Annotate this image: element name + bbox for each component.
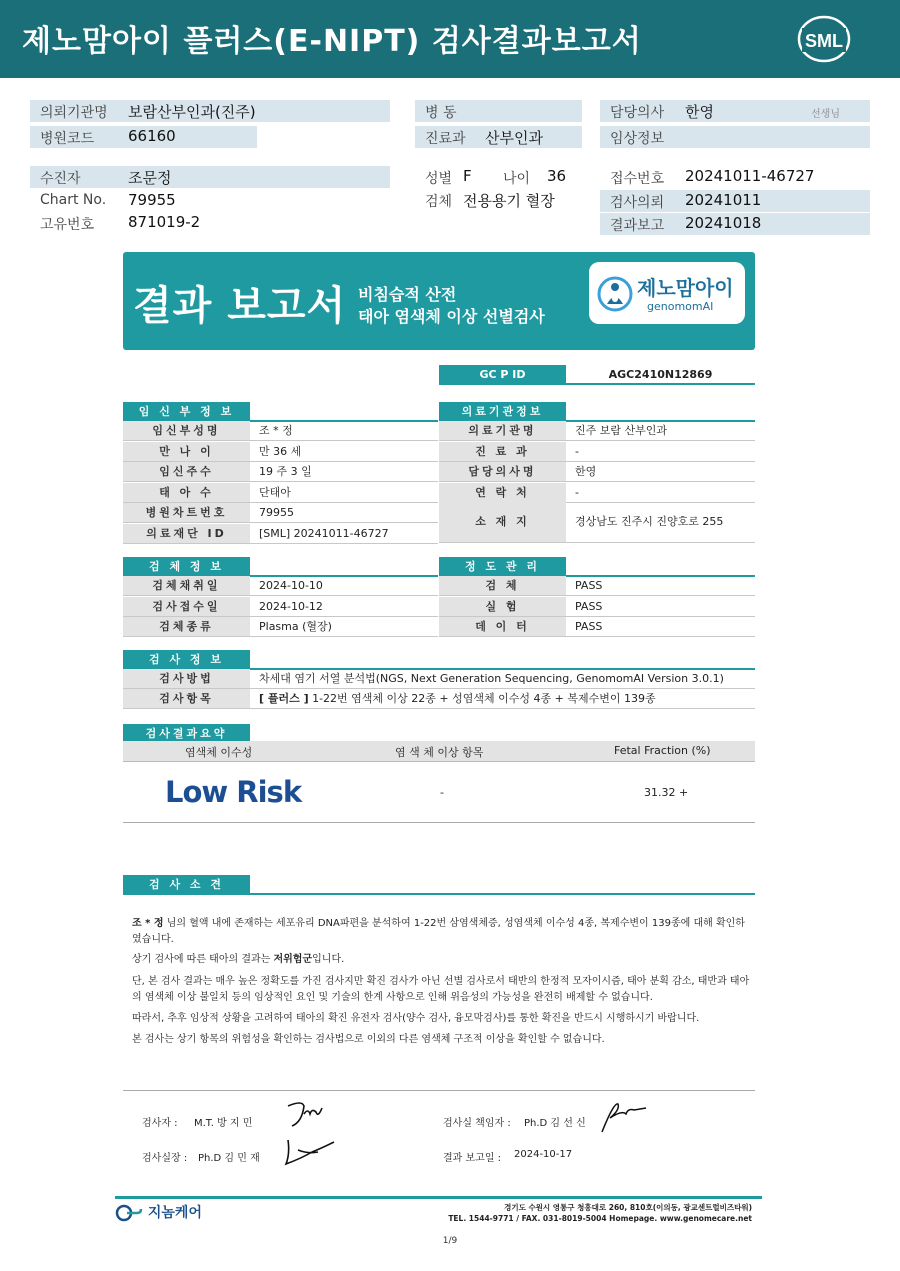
row-value: 2024-10-10 <box>259 579 323 592</box>
field-hospital-code <box>30 126 257 148</box>
field-ward <box>415 100 582 122</box>
age-value: 36 <box>547 167 567 185</box>
field-department <box>415 126 582 148</box>
findings-title: 검 사 소 견 <box>123 875 250 895</box>
sex-label: 성별 <box>425 171 453 187</box>
row-key: 태 아 수 <box>123 483 250 502</box>
banner-subtitle-2: 태아 염색체 이상 선별검사 <box>358 307 545 326</box>
recipient-label: 수진자 <box>40 171 81 187</box>
row-key: 데 이 터 <box>439 617 566 636</box>
table-row <box>123 524 438 544</box>
findings-line <box>123 893 755 895</box>
report-value: 20241018 <box>685 214 762 232</box>
gcpid-label: GC P ID <box>439 365 566 385</box>
table-row <box>123 669 755 689</box>
tester-signature <box>282 1098 328 1132</box>
items-text: 1-22번 염색체 이상 22종 + 성염색체 이수성 4종 + 복제수변이 139종 <box>308 692 656 705</box>
report-label: 결과보고 <box>610 218 665 234</box>
specimen-info-title: 검 체 정 보 <box>123 557 250 577</box>
table-row <box>439 483 755 503</box>
receipt-label: 접수번호 <box>610 171 665 187</box>
row-value: 진주 보람 산부인과 <box>575 424 668 437</box>
field-recipient <box>30 166 390 188</box>
row-key: 연 락 처 <box>439 483 566 502</box>
findings-p2-bold: 저위험군 <box>273 954 313 965</box>
table-row <box>123 597 438 617</box>
items-value <box>259 689 656 708</box>
test-info-title: 검 사 정 보 <box>123 650 250 670</box>
address-value: 경상남도 진주시 진양호로 255 <box>575 515 724 528</box>
row-key: 담당의사명 <box>439 462 566 481</box>
summary-header <box>123 741 755 762</box>
findings-p2-pre: 상기 검사에 따른 태아의 결과는 <box>132 954 274 965</box>
chart-value: 79955 <box>128 191 176 209</box>
field-institution <box>30 100 390 122</box>
fetal-fraction-value: 31.32 + <box>644 786 689 799</box>
row-value: 2024-10-12 <box>259 599 323 613</box>
receipt-value: 20241011-46727 <box>685 167 815 185</box>
field-request <box>600 190 870 212</box>
row-value: PASS <box>575 579 603 592</box>
table-row <box>439 462 755 482</box>
summary-title: 검사결과요약 <box>123 724 250 744</box>
sml-logo <box>796 14 852 64</box>
tester-name: M.T. 방 지 민 <box>194 1118 253 1129</box>
method-key: 검사방법 <box>123 669 250 688</box>
row-value: 단태아 <box>259 485 291 499</box>
row-key: 검 체 <box>439 576 566 595</box>
department-value: 산부인과 <box>485 129 543 147</box>
findings-p2-post: 입니다. <box>312 954 345 965</box>
tester-label: 검사자 : <box>142 1118 178 1129</box>
table-row <box>439 442 755 462</box>
field-receipt <box>600 166 870 188</box>
field-doctor <box>600 100 870 122</box>
sml-logo-text: SML <box>805 31 843 51</box>
row-value: Plasma (혈장) <box>259 620 332 633</box>
recipient-value: 조문정 <box>128 169 172 187</box>
genomecare-icon <box>115 1204 143 1222</box>
genomecare-logo <box>115 1202 202 1222</box>
field-clinical <box>600 126 870 148</box>
unique-value: 871019-2 <box>128 213 201 231</box>
row-key: 검체채취일 <box>123 576 250 595</box>
qc-title: 정 도 관 리 <box>439 557 566 577</box>
summary-col-items: 염 색 체 이상 항목 <box>395 746 484 759</box>
banner-subtitle-1: 비침습적 산전 <box>358 285 457 304</box>
table-row <box>439 421 755 441</box>
genomom-logo <box>589 262 745 324</box>
institution-value: 보람산부인과(진주) <box>128 103 256 121</box>
row-value: 19 주 3 일 <box>259 465 312 478</box>
row-key: 임신주수 <box>123 462 250 481</box>
table-row <box>123 617 438 637</box>
field-specimen <box>415 189 585 211</box>
doctor-label: 담당의사 <box>610 105 665 121</box>
summary-col-ff: Fetal Fraction (%) <box>614 744 711 757</box>
lab-head-label: 검사실 책임자 : <box>443 1118 511 1129</box>
request-label: 검사의뢰 <box>610 195 665 211</box>
age-label: 나이 <box>503 171 531 187</box>
findings-paragraph-5: 본 검사는 상기 항목의 위험성을 확인하는 검사법으로 이외의 다른 염색체 구조적 이상을 확인할 수 없습니다. <box>132 1034 605 1045</box>
report-date-label: 결과 보고일 : <box>443 1153 502 1164</box>
row-key: 실 험 <box>439 597 566 616</box>
hospital-code-value: 66160 <box>128 127 176 145</box>
items-plus: [ 플러스 ] <box>259 692 309 705</box>
sex-value: F <box>463 167 472 185</box>
field-sex-age <box>415 166 585 188</box>
row-key: 병원차트번호 <box>123 503 250 522</box>
row-value: 만 36 세 <box>259 444 302 458</box>
lab-head-signature <box>596 1096 650 1136</box>
specimen-value: 전용용기 혈장 <box>463 192 555 210</box>
table-row <box>123 689 755 709</box>
table-row <box>123 503 438 523</box>
request-value: 20241011 <box>685 191 762 209</box>
table-row <box>439 617 755 637</box>
summary-bottom-line <box>123 822 755 823</box>
footer-contact: TEL. 1544-9771 / FAX. 031-8019-5004 Homepage. www.genomecare.net <box>448 1214 752 1223</box>
result-banner <box>123 252 755 350</box>
chart-label: Chart No. <box>40 192 107 208</box>
abnormal-items-value: - <box>440 786 444 799</box>
genomecare-name: 지놈케어 <box>147 1205 202 1221</box>
table-row <box>123 576 438 596</box>
row-value: PASS <box>575 620 603 633</box>
row-value: 79955 <box>259 506 294 519</box>
institution-label: 의뢰기관명 <box>40 105 108 121</box>
clinical-label: 임상정보 <box>610 131 665 147</box>
address-key: 소 재 지 <box>439 502 566 542</box>
findings-paragraph-2 <box>132 952 752 968</box>
method-value: 차세대 염기 서열 분석법(NGS, Next Generation Sequencing, GenomomAI Version 3.0.1) <box>259 672 724 685</box>
report-header <box>0 0 900 78</box>
table-row <box>123 483 438 503</box>
director-signature <box>282 1134 338 1168</box>
row-value: - <box>575 485 579 499</box>
pregnant-info-title: 임 신 부 정 보 <box>123 402 250 422</box>
row-key: 임신부성명 <box>123 421 250 440</box>
findings-p1-text: 님의 혈액 내에 존재하는 세포유리 DNA파편을 분석하여 1-22번 삼염색체증, 성염색체 이수성 4종, 복제수변이 139종에 대해 확인하였습니다. <box>132 918 745 945</box>
summary-col-aneuploidy: 염색체 이수성 <box>185 746 253 759</box>
department-label: 진료과 <box>425 131 466 147</box>
row-key: 만 나 이 <box>123 442 250 461</box>
table-row <box>123 462 438 482</box>
medical-info-title: 의료기관정보 <box>439 402 566 422</box>
row-value: [SML] 20241011-46727 <box>259 526 389 540</box>
report-date-value: 2024-10-17 <box>514 1149 573 1160</box>
page-number: 1/9 <box>442 1236 458 1246</box>
lab-head-name: Ph.D 김 선 신 <box>524 1118 586 1129</box>
doctor-suffix: 선생님 <box>811 109 840 120</box>
brand-name: 제노맘아이 <box>637 276 734 300</box>
findings-paragraph-1 <box>132 916 752 948</box>
row-key: 의료기관명 <box>439 421 566 440</box>
items-key: 검사항목 <box>123 689 250 708</box>
table-row <box>123 421 438 441</box>
brand-subtitle: genomomAI <box>647 300 714 313</box>
unique-label: 고유번호 <box>40 217 95 233</box>
signature-top-line <box>123 1090 755 1091</box>
director-label: 검사실장 : <box>142 1153 188 1164</box>
banner-title: 결과 보고서 <box>133 283 347 329</box>
row-key: 진 료 과 <box>439 442 566 461</box>
table-row <box>439 502 755 543</box>
row-key: 의료재단 ID <box>123 524 250 543</box>
mother-baby-icon <box>595 274 635 314</box>
doctor-value: 한영 <box>685 103 714 121</box>
findings-patient-name: 조 * 정 <box>132 918 164 929</box>
footer-address: 경기도 수원시 영통구 청흥대로 260, 810호(이의동, 광교센트럴비즈타워) <box>504 1203 752 1212</box>
risk-result: Low Risk <box>165 775 302 809</box>
findings-paragraph-3: 단, 본 검사 결과는 매우 높은 정확도를 가진 검사지만 확진 검사가 아닌 선별 검사로서 태반의 한정적 모자이시즘, 태아 분획 감소, 태반과 태아의 염색체 이상 불일치 등의 임상적인 요인 및 기술의 한계 사항으로 인해 위음성의 가능성을 완전히 배제할 수 없습니다. <box>132 976 750 1003</box>
field-chart <box>30 190 390 212</box>
footer-line <box>115 1196 762 1199</box>
table-row <box>123 442 438 462</box>
hospital-code-label: 병원코드 <box>40 131 95 147</box>
row-value: 한영 <box>575 465 597 478</box>
row-value: 조 * 정 <box>259 424 293 437</box>
report-title: 제노맘아이 플러스(E-NIPT) 검사결과보고서 <box>22 24 642 59</box>
row-key: 검체종류 <box>123 617 250 636</box>
specimen-label: 검체 <box>425 194 453 210</box>
director-name: Ph.D 김 민 재 <box>198 1153 260 1164</box>
row-key: 검사접수일 <box>123 597 250 616</box>
field-report <box>600 213 870 235</box>
field-unique <box>30 212 390 234</box>
gcpid-value: AGC2410N12869 <box>566 365 755 385</box>
findings-paragraph-4: 따라서, 추후 임상적 상황을 고려하여 태아의 확진 유전자 검사(양수 검사, 융모막검사)를 통한 확진을 반드시 시행하시기 바랍니다. <box>132 1013 700 1024</box>
table-row <box>439 576 755 596</box>
table-row <box>439 597 755 617</box>
row-value: PASS <box>575 599 603 613</box>
row-value: - <box>575 444 579 458</box>
ward-label: 병 동 <box>425 105 457 121</box>
